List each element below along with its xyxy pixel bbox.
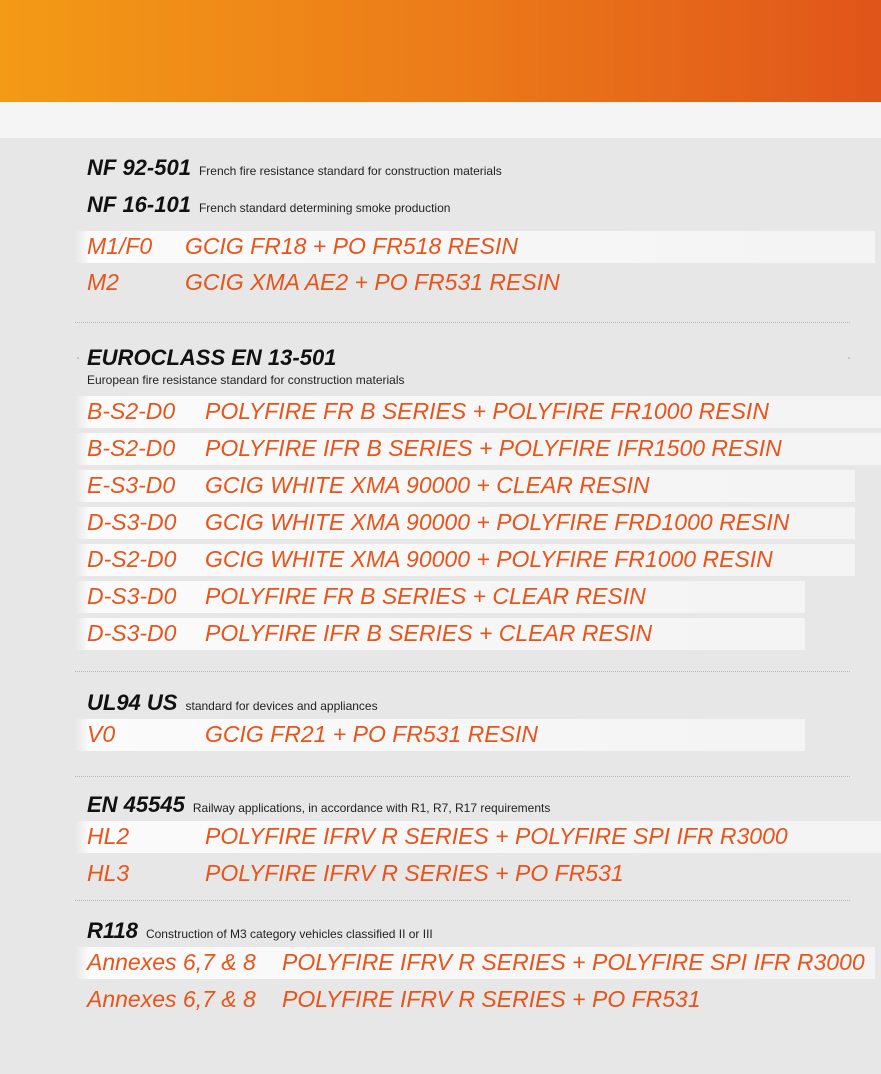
- product-name: POLYFIRE IFRV R SERIES + POLYFIRE SPI IFR R3000: [205, 823, 788, 849]
- list-item: [75, 719, 805, 751]
- standard-code: EN 45545: [87, 792, 185, 817]
- product-name: GCIG XMA AE2 + PO FR531 RESIN: [185, 269, 560, 295]
- standard-description: French standard determining smoke production: [198, 201, 451, 215]
- list-item: [75, 231, 875, 263]
- euroclass-heading: [87, 345, 336, 371]
- standard-description: Railway applications, in accordance with R1, R7, R17 requirements: [192, 801, 551, 815]
- standard-description: Construction of M3 category vehicles classified II or III: [145, 927, 433, 941]
- header-banner: [0, 0, 881, 102]
- list-item: [75, 507, 855, 539]
- product-name: POLYFIRE IFRV R SERIES + PO FR531: [282, 986, 701, 1012]
- en45545-heading: [87, 792, 550, 818]
- standard-code: NF 92-501: [87, 155, 191, 180]
- divider: [75, 671, 850, 672]
- product-name: POLYFIRE IFR B SERIES + CLEAR RESIN: [205, 620, 653, 646]
- list-item: [75, 267, 875, 299]
- product-name: POLYFIRE FR B SERIES + POLYFIRE FR1000 RESIN: [205, 398, 769, 424]
- class-label: M2: [87, 269, 119, 295]
- class-label: Annexes 6,7 & 8: [87, 986, 256, 1012]
- list-item: [75, 821, 881, 853]
- list-item: [75, 544, 855, 576]
- list-item: [75, 984, 875, 1016]
- nf-92-501-heading: [87, 155, 502, 181]
- product-name: POLYFIRE IFRV R SERIES + PO FR531: [205, 860, 624, 886]
- class-label: D-S3-D0: [87, 509, 177, 535]
- list-item: [75, 433, 881, 465]
- standard-code: R118: [87, 918, 138, 943]
- list-item: [75, 396, 881, 428]
- divider: [75, 322, 850, 323]
- list-item: [75, 470, 855, 502]
- header-strip: [0, 102, 881, 138]
- class-label: HL3: [87, 860, 130, 886]
- standard-description: European fire resistance standard for construction materials: [87, 373, 405, 387]
- class-label: E-S3-D0: [87, 472, 176, 498]
- standard-description: French fire resistance standard for construction materials: [198, 164, 502, 178]
- divider: [75, 900, 850, 901]
- product-name: POLYFIRE IFR B SERIES + POLYFIRE IFR1500 RESIN: [205, 435, 782, 461]
- nf-16-101-heading: [87, 192, 450, 218]
- class-label: Annexes 6,7 & 8: [87, 949, 256, 975]
- class-label: HL2: [87, 823, 130, 849]
- product-name: GCIG FR21 + PO FR531 RESIN: [205, 721, 538, 747]
- product-name: POLYFIRE FR B SERIES + CLEAR RESIN: [205, 583, 646, 609]
- divider: [848, 357, 850, 359]
- class-label: D-S2-D0: [87, 546, 177, 572]
- list-item: [75, 858, 881, 890]
- class-label: D-S3-D0: [87, 583, 177, 609]
- ul94-heading: [87, 690, 378, 716]
- class-label: D-S3-D0: [87, 620, 177, 646]
- product-name: GCIG FR18 + PO FR518 RESIN: [185, 233, 518, 259]
- standard-description: standard for devices and appliances: [185, 699, 378, 713]
- product-name: GCIG WHITE XMA 90000 + POLYFIRE FR1000 RESIN: [205, 546, 773, 572]
- class-label: B-S2-D0: [87, 398, 176, 424]
- divider: [75, 776, 850, 777]
- product-name: GCIG WHITE XMA 90000 + CLEAR RESIN: [205, 472, 650, 498]
- r118-heading: [87, 918, 433, 944]
- class-label: V0: [87, 721, 116, 747]
- list-item: [75, 581, 805, 613]
- standard-code: NF 16-101: [87, 192, 191, 217]
- standard-code: UL94 US: [87, 690, 178, 715]
- product-name: GCIG WHITE XMA 90000 + POLYFIRE FRD1000 RESIN: [205, 509, 790, 535]
- product-name: POLYFIRE IFRV R SERIES + POLYFIRE SPI IFR R3000: [282, 949, 865, 975]
- list-item: [75, 947, 875, 979]
- divider: [77, 357, 79, 359]
- standard-code: EUROCLASS EN 13-501: [87, 345, 337, 370]
- class-label: B-S2-D0: [87, 435, 176, 461]
- list-item: [75, 618, 805, 650]
- class-label: M1/F0: [87, 233, 153, 259]
